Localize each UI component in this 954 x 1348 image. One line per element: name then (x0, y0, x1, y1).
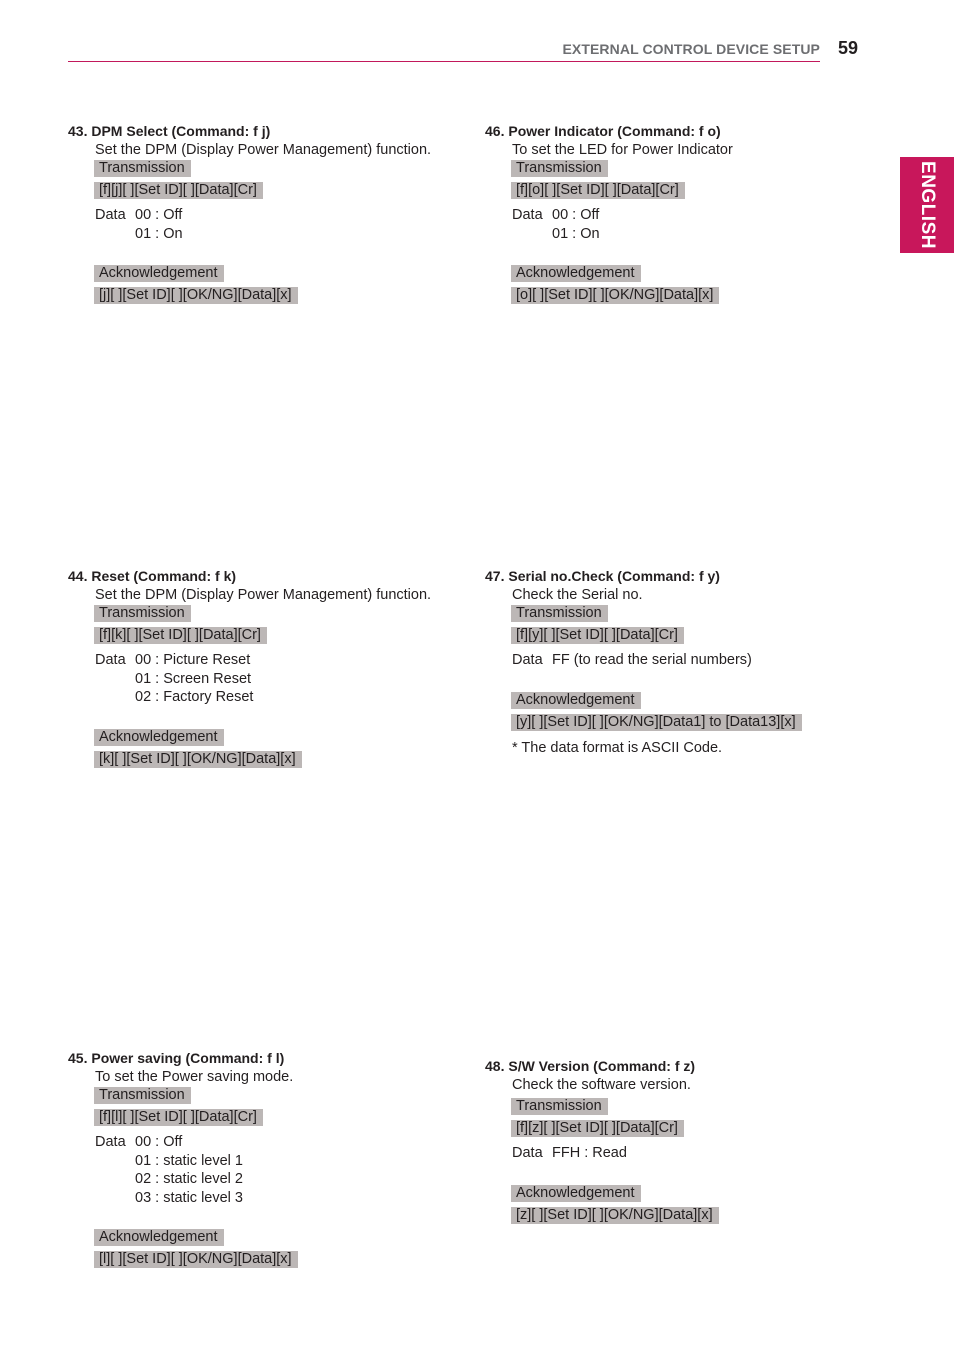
section-45-power-saving (68, 1049, 468, 1273)
acknowledgement-command: [y][ ][Set ID][ ][OK/NG][Data1] to [Data13][x] (511, 714, 802, 731)
section-47-serial-no-check (485, 567, 885, 758)
data-label: Data (512, 1145, 543, 1161)
transmission-command: [f][y][ ][Set ID][ ][Data][Cr] (511, 627, 684, 644)
section-description: Check the software version. (512, 1077, 691, 1093)
transmission-command: [f][o][ ][Set ID][ ][Data][Cr] (511, 182, 685, 199)
data-value: 01 : static level 1 (135, 1152, 243, 1169)
header-rule (68, 61, 820, 62)
header-title: EXTERNAL CONTROL DEVICE SETUP (562, 41, 820, 57)
transmission-label: Transmission (94, 1087, 191, 1104)
acknowledgement-label: Acknowledgement (511, 1185, 641, 1202)
data-value: 02 : Factory Reset (135, 689, 254, 705)
section-46-power-indicator (485, 122, 885, 309)
data-value: 01 : Screen Reset (135, 670, 252, 687)
data-values (95, 651, 468, 707)
acknowledgement-command: [o][ ][Set ID][ ][OK/NG][Data][x] (511, 287, 719, 304)
language-tab (900, 157, 954, 253)
transmission-label: Transmission (511, 1098, 608, 1115)
data-value: FFH : Read (552, 1145, 627, 1161)
section-description: To set the LED for Power Indicator (512, 142, 733, 158)
acknowledgement-label: Acknowledgement (511, 692, 641, 709)
section-title: 44. Reset (Command: f k) (68, 568, 237, 584)
transmission-command: [f][k][ ][Set ID][ ][Data][Cr] (94, 627, 267, 644)
acknowledgement-label: Acknowledgement (94, 265, 224, 282)
data-values (512, 1144, 885, 1163)
data-values (512, 651, 885, 670)
acknowledgement-command: [l][ ][Set ID][ ][OK/NG][Data][x] (94, 1251, 298, 1268)
acknowledgement-label: Acknowledgement (94, 1229, 224, 1246)
acknowledgement-label: Acknowledgement (94, 729, 224, 746)
section-title: 43. DPM Select (Command: f j) (68, 123, 271, 139)
page-number: 59 (838, 38, 859, 58)
data-label: Data (512, 652, 543, 668)
transmission-label: Transmission (94, 605, 191, 622)
data-label: Data (95, 207, 126, 223)
section-description: To set the Power saving mode. (95, 1069, 294, 1085)
data-label: Data (512, 207, 543, 223)
transmission-label: Transmission (94, 160, 191, 177)
section-description: Set the DPM (Display Power Management) function. (95, 587, 432, 603)
transmission-command: [f][j][ ][Set ID][ ][Data][Cr] (94, 182, 263, 199)
data-value: 01 : On (552, 225, 600, 242)
language-tab-label: ENGLISH (917, 161, 938, 249)
data-label: Data (95, 1134, 126, 1150)
data-value: 01 : On (135, 225, 183, 242)
section-44-reset (68, 567, 468, 773)
section-title: 45. Power saving (Command: f l) (68, 1050, 285, 1066)
transmission-command: [f][z][ ][Set ID][ ][Data][Cr] (511, 1120, 684, 1137)
data-value: 00 : Off (135, 207, 183, 223)
data-format-note: * The data format is ASCII Code. (512, 739, 723, 756)
data-values (95, 1133, 468, 1207)
acknowledgement-command: [z][ ][Set ID][ ][OK/NG][Data][x] (511, 1207, 719, 1224)
acknowledgement-command: [k][ ][Set ID][ ][OK/NG][Data][x] (94, 751, 302, 768)
section-43-dpm-select (68, 122, 468, 309)
transmission-command: [f][l][ ][Set ID][ ][Data][Cr] (94, 1109, 263, 1126)
data-label: Data (95, 652, 126, 668)
section-title: 47. Serial no.Check (Command: f y) (485, 568, 720, 584)
section-48-sw-version (485, 1057, 885, 1229)
section-description: Set the DPM (Display Power Management) function. (95, 142, 432, 158)
data-value: 00 : Picture Reset (135, 652, 251, 668)
data-values (95, 206, 468, 243)
section-title: 46. Power Indicator (Command: f o) (485, 123, 721, 139)
section-description: Check the Serial no. (512, 587, 643, 603)
transmission-label: Transmission (511, 160, 608, 177)
data-value: 02 : static level 2 (135, 1171, 243, 1187)
data-value: 00 : Off (552, 207, 600, 223)
data-value: 00 : Off (135, 1134, 183, 1150)
section-title: 48. S/W Version (Command: f z) (485, 1058, 696, 1074)
transmission-label: Transmission (511, 605, 608, 622)
data-values (512, 206, 885, 243)
data-value: FF (to read the serial numbers) (552, 652, 752, 668)
data-value: 03 : static level 3 (135, 1189, 243, 1206)
acknowledgement-label: Acknowledgement (511, 265, 641, 282)
acknowledgement-command: [j][ ][Set ID][ ][OK/NG][Data][x] (94, 287, 298, 304)
